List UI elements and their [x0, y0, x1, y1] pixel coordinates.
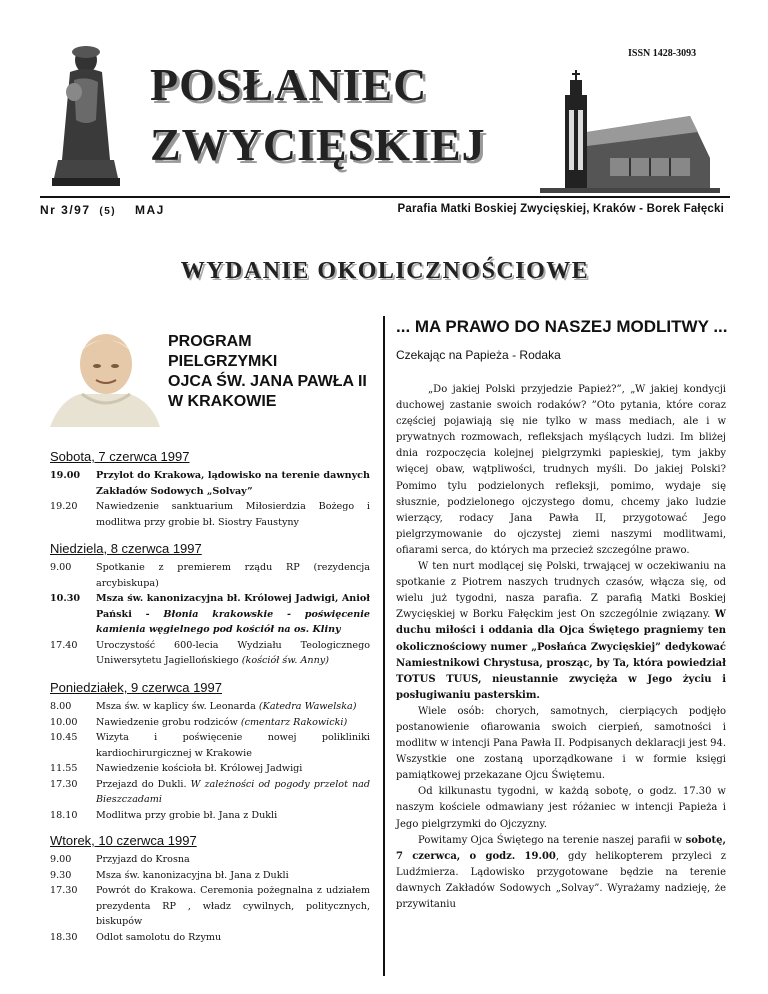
entry-location: (cmentarz Rakowicki) — [240, 716, 348, 728]
special-edition-banner: WYDANIE OKOLICZNOŚCIOWE — [180, 258, 590, 284]
entry-text-wrap — [96, 777, 370, 808]
program-title-line: PROGRAM — [168, 333, 252, 350]
entry-text: Powrót do Krakowa. Ceremonia pożegnalna z udziałem prezydenta RP , władz cywilnych, politycznych, biskupów — [96, 885, 370, 927]
program-title-line: PIELGRZYMKI — [168, 353, 278, 370]
entry-text: Nawiedzenie grobu rodziców — [96, 716, 241, 728]
entry-time: 19.00 — [50, 470, 81, 481]
entry-location: (Katedra Wawelska) — [258, 701, 357, 712]
entry-text-wrap — [96, 638, 370, 669]
entry-text: Nawiedzenie kościoła bł. Królowej Jadwigi — [96, 763, 303, 774]
church-image — [540, 70, 720, 195]
entry-time: 17.40 — [50, 639, 78, 651]
day-heading: Sobota, 7 czerwca 1997 — [50, 449, 190, 464]
day-heading: Niedziela, 8 czerwca 1997 — [50, 541, 202, 556]
masthead-title-line2: ZWYCIĘSKIEJ — [150, 119, 486, 170]
program-entry — [50, 699, 370, 715]
program-entry — [50, 730, 370, 761]
entry-text-wrap — [96, 591, 370, 638]
program-title-line: OJCA ŚW. JANA PAWŁA II — [168, 373, 367, 390]
entry-text: Spotkanie z premierem rządu RP (rezydencja arcybiskupa) — [96, 562, 370, 589]
entry-location: Błonia krakowskie - poświęcenie kamienia węgielnego pod kościół na os. Kliny — [96, 608, 370, 635]
column-divider — [383, 316, 385, 976]
article-dedication: W duchu miłości i oddania dla Ojca Świętego pragniemy ten okolicznościowy numer „Posłańca Zwycięskiej” dedykować Namiestnikowi Chrystusa, prosząc, by Ta, która powiedział TOTUS TUUS, nieustannie zwycięża w Jego życiu i posługiwaniu pasterskim. — [396, 609, 726, 701]
entry-time: 9.00 — [50, 562, 72, 573]
entry-text: Przylot do Krakowa, lądowisko na terenie dawnych Zakładów Sodowych „Solvay” — [96, 470, 370, 497]
article-text: Powitamy Ojca Świętego na terenie naszej parafii w — [418, 834, 686, 846]
pope-portrait-image — [50, 322, 160, 427]
masthead-title-line1: POSŁANIEC — [150, 59, 428, 110]
program-entry — [50, 560, 370, 591]
program-title — [168, 332, 368, 412]
program-entry — [50, 777, 370, 808]
entry-location: W zależności od pogody przelot nad Bieszczadami — [96, 778, 370, 805]
article-date: sobotę, 7 czerwca, o godz. 19.00 — [396, 834, 726, 862]
program-entry — [50, 715, 370, 731]
entry-location: (kościół św. Anny) — [241, 655, 329, 666]
entry-text: Nawiedzenie sanktuarium Miłosierdzia Bożego i modlitwa przy grobie bł. Siostry Faustyny — [96, 501, 370, 528]
entry-time: 18.10 — [50, 809, 78, 821]
program-entry — [50, 468, 370, 499]
entry-text: Msza św. w kaplicy św. Leonarda — [96, 701, 259, 712]
entry-time: 10.00 — [50, 716, 78, 728]
entry-time: 10.45 — [50, 732, 78, 743]
program-entry — [50, 930, 370, 946]
program-day-sunday — [50, 541, 370, 669]
article-text: W ten nurt modlącej się Polski, trwającej w oczekiwaniu na spotkanie z Piotrem naszych trudnych czasów, włącza się, od wielu już tygodni, nasza parafia. Z parafią Matki Boskiej Zwycięskiej w Borku Fałęckim jest On szczególnie związany. — [396, 561, 726, 621]
article-subtitle: Czekając na Papieża - Rodaka — [396, 348, 561, 362]
entry-time: 17.30 — [50, 885, 78, 896]
program-day-tuesday — [50, 833, 370, 945]
masthead-rule — [40, 196, 730, 198]
issue-info — [40, 203, 165, 217]
issue-month: MAJ — [134, 203, 165, 217]
entry-time: 9.30 — [50, 869, 72, 881]
issue-number: Nr 3/97 — [40, 203, 91, 217]
article-paragraph: „Do jakiej Polski przyjedzie Papież?”, „W jakiej kondycji duchowej zastanie swoich rodaków? ”Oto pytania, które coraz częściej pojawiają się nie tylko w mass mediach, ale i w prywatnych rozmowach, refleksjach myślących ludzi. Im bliżej dnia rozpoczęcia kolejnej pielgrzymki papieskiej, tym jakby więcej obaw, wątpliwości, trudnych myśli. Do jakiej Polski? Pomimo tylu podzielonych refleksji, pomimo, wydaje się słusznie, podzielonego ojczystego domu, chcemy jako ludzie wierzący, rodacy Jana Pawła II, przygotować Jego pielgrzymowanie do ojczystej ziemi naszymi modlitwami, ofiarami serca, do których ma przecież szczególne prawo. — [396, 384, 726, 556]
entry-text: Msza św. kanonizacyjna bł. Jana z Dukli — [96, 869, 289, 881]
program-day-saturday — [50, 449, 370, 530]
entry-time: 18.30 — [50, 931, 78, 943]
program-entry — [50, 883, 370, 930]
entry-time: 17.30 — [50, 778, 78, 790]
issn-number: ISSN 1428-3093 — [628, 48, 697, 59]
program-entry — [50, 852, 370, 868]
entry-text: Uroczystość 600-lecia Wydziału Teologicznego Uniwersytetu Jagiellońskiego — [96, 639, 370, 666]
entry-text-wrap — [96, 699, 370, 715]
entry-time: 10.30 — [50, 593, 81, 604]
program-entry — [50, 638, 370, 669]
entry-time: 9.00 — [50, 854, 72, 865]
article-body — [396, 382, 726, 913]
entry-text: Msza św. kanonizacyjna bł. Królowej Jadwigi, Anioł Pański - — [96, 593, 370, 620]
entry-text-wrap — [96, 715, 370, 731]
program-entry — [50, 761, 370, 777]
day-heading: Poniedziałek, 9 czerwca 1997 — [50, 680, 222, 695]
entry-text: Modlitwa przy grobie bł. Jana z Dukli — [96, 809, 278, 821]
program-entry — [50, 868, 370, 884]
article-paragraph: Od kilkunastu tygodni, w każdą sobotę, o godz. 17.30 w naszym kościele odmawiany jest różaniec w intencji Papieża i Jego pielgrzymki do Ojczyzny. — [396, 786, 726, 830]
program-title-line: W KRAKOWIE — [168, 393, 277, 410]
entry-time: 19.20 — [50, 501, 78, 512]
issue-sub: (5) — [99, 206, 117, 217]
article-paragraph: Wiele osób: chorych, samotnych, cierpiących podjęło postanowienie ofiarowania swoich cierpień, samotności i modlitw w intencji Pana Pawła II. Podpisanych deklaracji jest 94. Wszystkie one zostaną uporządkowane i w formie księgi pamiątkowej przekazane Ojcu Świętemu. — [396, 705, 726, 782]
entry-time: 11.55 — [50, 763, 78, 774]
day-heading: Wtorek, 10 czerwca 1997 — [50, 833, 197, 848]
madonna-statue-image — [40, 40, 130, 190]
program-entry — [50, 591, 370, 638]
parish-name: Parafia Matki Boskiej Zwycięskiej, Kraków - Borek Fałęcki — [397, 203, 724, 215]
program-entry — [50, 808, 370, 824]
article-title: ... MA PRAWO DO NASZEJ MODLITWY ... — [396, 317, 728, 336]
program-entry — [50, 499, 370, 530]
entry-text: Przejazd do Dukli. — [96, 778, 191, 790]
article-text: , gdy helikopterem przyleci z Ludźmierza. Lądowisko przygotowane będzie na terenie dawnych Zakładów Sodowych „Solvay”. Wyrażamy nadzieję, że przywitaniu — [396, 850, 726, 910]
article-paragraph — [396, 559, 726, 704]
article-paragraph — [396, 833, 726, 913]
entry-text: Odlot samolotu do Rzymu — [96, 931, 222, 943]
program-day-monday — [50, 680, 370, 823]
entry-text: Wizyta i poświęcenie nowej polikliniki kardiochirurgicznej w Krakowie — [96, 732, 370, 759]
entry-text: Przyjazd do Krosna — [96, 854, 190, 865]
entry-time: 8.00 — [50, 701, 72, 712]
